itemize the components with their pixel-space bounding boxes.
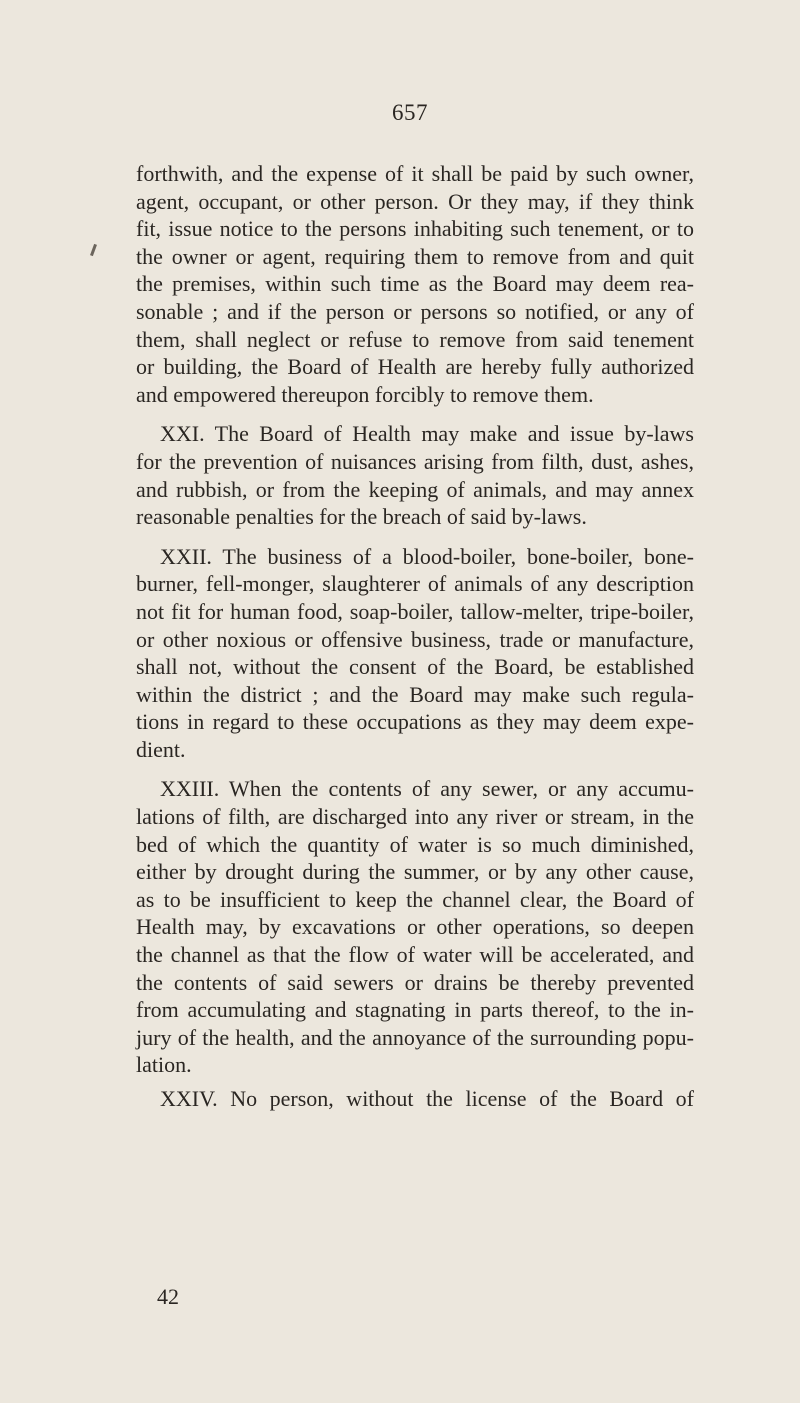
text-line: the contents of said sewers or drains be thereby prevented	[136, 969, 694, 995]
margin-mark	[90, 244, 97, 256]
text-line: as to be insufficient to keep the channel clear, the Board of	[136, 886, 694, 912]
text-line: lation.	[136, 1052, 192, 1078]
paragraph-xxiv	[136, 1085, 694, 1113]
text-line: Health may, by excavations or other operations, so deepen	[136, 914, 694, 940]
paragraph-xxiii	[136, 775, 694, 1079]
text-line: sonable ; and if the person or persons so notified, or any of	[136, 298, 694, 324]
text-line: and rubbish, or from the keeping of animals, and may annex	[136, 476, 694, 502]
text-line: XXIV. No person, without the license of the Board of	[160, 1086, 694, 1111]
signature-mark: 42	[157, 1284, 179, 1309]
text-line: tions in regard to these occupations as they may deem expe-	[136, 709, 694, 735]
body-text	[136, 160, 694, 1113]
text-line: the owner or agent, requiring them to remove from and quit	[136, 243, 694, 269]
paragraph-continuation	[136, 160, 694, 408]
text-line: dient.	[136, 736, 186, 762]
text-line: from accumulating and stagnating in parts thereof, to the in-	[136, 997, 694, 1023]
text-line: XXII. The business of a blood-boiler, bone-boiler, bone-	[160, 543, 694, 569]
text-line: the channel as that the flow of water will be accelerated, and	[136, 942, 694, 968]
text-line: and empowered thereupon forcibly to remove them.	[136, 381, 594, 407]
text-line: them, shall neglect or refuse to remove from said tenement	[136, 326, 694, 352]
text-line: burner, fell-monger, slaughterer of animals of any description	[136, 571, 694, 597]
paragraph-xxii	[136, 543, 694, 764]
text-line: bed of which the quantity of water is so much diminished,	[136, 831, 694, 857]
text-line: or building, the Board of Health are hereby fully authorized	[136, 354, 694, 380]
text-line: XXIII. When the contents of any sewer, or any accumu-	[160, 776, 694, 802]
text-line: not fit for human food, soap-boiler, tallow-melter, tripe-boiler,	[136, 598, 694, 624]
text-line: forthwith, and the expense of it shall be paid by such owner,	[136, 161, 694, 186]
text-line: shall not, without the consent of the Board, be established	[136, 654, 694, 680]
paragraph-xxi	[136, 420, 694, 530]
text-line: reasonable penalties for the breach of said by-laws.	[136, 504, 587, 530]
text-line: for the prevention of nuisances arising from filth, dust, ashes,	[136, 448, 694, 474]
text-line: XXI. The Board of Health may make and issue by-laws	[160, 421, 694, 447]
text-line: fit, issue notice to the persons inhabiting such tenement, or to	[136, 216, 694, 242]
text-line: agent, occupant, or other person. Or they may, if they think	[136, 188, 694, 214]
text-line: either by drought during the summer, or by any other cause,	[136, 859, 694, 885]
text-line: or other noxious or offensive business, trade or manufacture,	[136, 626, 694, 652]
text-line: within the district ; and the Board may make such regula-	[136, 681, 694, 707]
page-number: 657	[392, 100, 428, 125]
text-line: the premises, within such time as the Board may deem rea-	[136, 271, 694, 297]
text-line: lations of filth, are discharged into any river or stream, in the	[136, 804, 694, 830]
text-line: jury of the health, and the annoyance of the surrounding popu-	[136, 1024, 694, 1050]
